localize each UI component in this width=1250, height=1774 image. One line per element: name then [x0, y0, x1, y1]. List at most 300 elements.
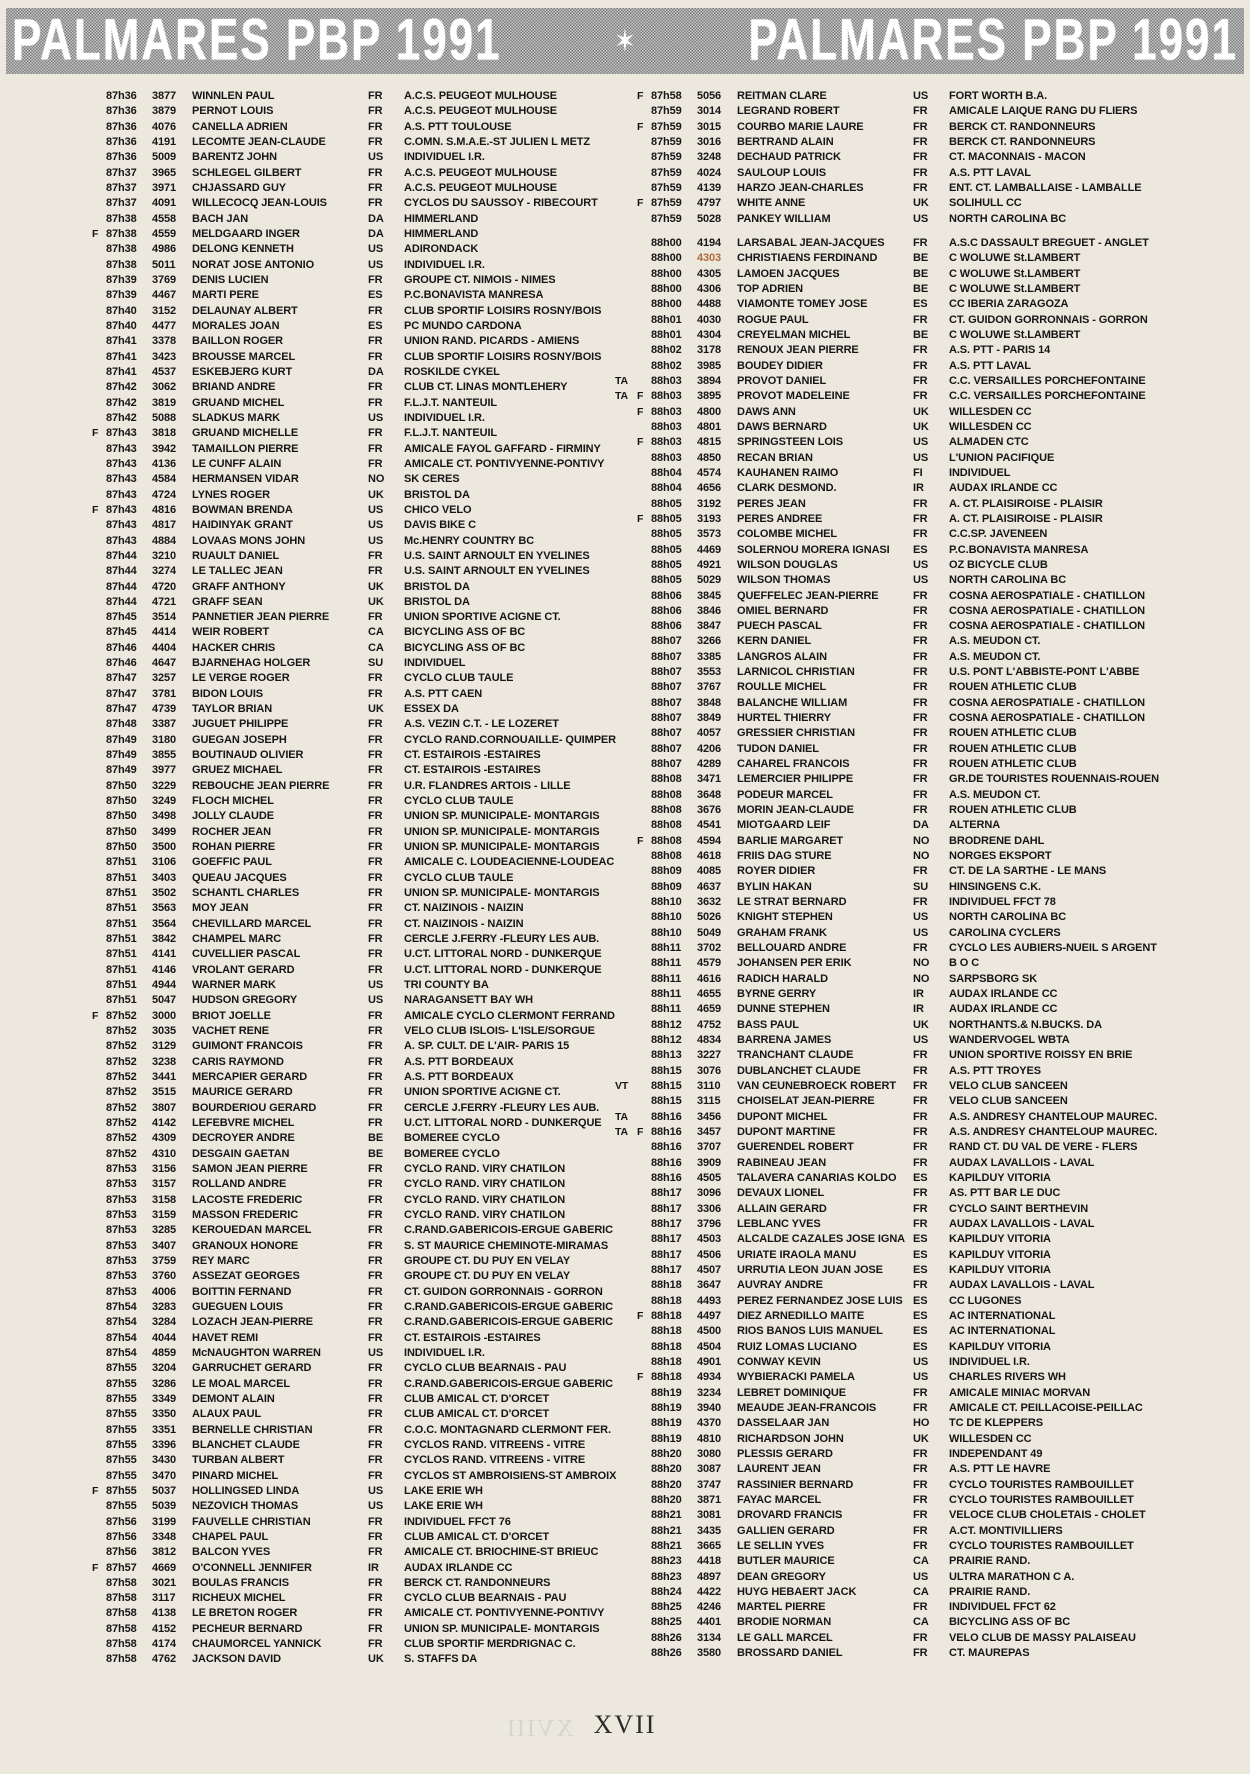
- frame-number: 3965: [152, 166, 177, 179]
- frame-number: 3855: [152, 749, 177, 762]
- rider-name: SPRINGSTEEN LOIS: [737, 436, 843, 449]
- result-row: [70, 197, 626, 212]
- rider-name: RUAULT DANIEL: [192, 549, 280, 562]
- result-row: [70, 1607, 626, 1622]
- rider-name: RADICH HARALD: [737, 972, 828, 985]
- club-name: A.S. PTT LAVAL: [949, 166, 1031, 179]
- result-row: [615, 1065, 1175, 1080]
- finish-time: 87h43: [106, 473, 137, 486]
- frame-number: 4506: [697, 1248, 722, 1261]
- country-code: UK: [368, 595, 384, 608]
- club-name: HIMMERLAND: [404, 227, 479, 240]
- country-code: UK: [913, 1018, 929, 1031]
- club-name: CT. NAIZINOIS - NAIZIN: [404, 917, 524, 930]
- frame-number: 4139: [697, 181, 722, 194]
- finish-time: 87h55: [106, 1454, 137, 1467]
- frame-number: 3632: [697, 896, 722, 909]
- country-code: FR: [913, 359, 928, 372]
- finish-time: 88h05: [651, 512, 682, 525]
- finish-time: 87h59: [651, 166, 682, 179]
- rider-name: VAN CEUNEBROECK ROBERT: [737, 1080, 896, 1092]
- finish-time: 87h52: [106, 1132, 137, 1145]
- frame-number: 3234: [697, 1386, 722, 1399]
- result-row: [615, 973, 1175, 988]
- result-row: [70, 1592, 626, 1607]
- club-name: ULTRA MARATHON C A.: [949, 1570, 1075, 1583]
- frame-number: 3940: [697, 1401, 722, 1414]
- result-row: [70, 596, 626, 611]
- result-row: [615, 559, 1175, 574]
- frame-number: 4655: [697, 988, 722, 1001]
- club-name: COSNA AEROSPATIALE - CHATILLON: [949, 620, 1146, 633]
- rider-name: LEMERCIER PHILIPPE: [737, 773, 854, 786]
- country-code: FR: [913, 589, 928, 602]
- finish-time: 87h58: [106, 1622, 137, 1635]
- rider-name: TAMAILLON PIERRE: [192, 442, 299, 455]
- club-name: U.CT. LITTORAL NORD - DUNKERQUE: [404, 1116, 602, 1129]
- frame-number: 3080: [697, 1447, 722, 1460]
- result-row: [70, 1362, 626, 1377]
- finish-time: 88h21: [651, 1539, 682, 1552]
- country-code: FR: [368, 273, 383, 286]
- frame-number: 4897: [697, 1570, 722, 1583]
- rider-name: MELDGAARD INGER: [192, 227, 300, 240]
- rider-name: FAUVELLE CHRISTIAN: [192, 1515, 311, 1528]
- club-name: A.C.S. PEUGEOT MULHOUSE: [404, 181, 557, 194]
- finish-time: 88h03: [651, 420, 682, 433]
- club-name: AMICALE CT. BRIOCHINE-ST BRIEUC: [404, 1546, 599, 1559]
- country-code: FR: [368, 1055, 383, 1068]
- rider-name: MIOTGAARD LEIF: [737, 819, 831, 832]
- country-code: FR: [368, 350, 383, 363]
- club-name: NORTH CAROLINA BC: [949, 574, 1067, 587]
- rider-name: BERNELLE CHRISTIAN: [192, 1423, 313, 1436]
- club-name: CAROLINA CYCLERS: [949, 926, 1061, 939]
- frame-number: 4986: [152, 243, 177, 256]
- finish-time: 88h00: [651, 267, 682, 280]
- country-code: FR: [368, 856, 383, 869]
- finish-time: 87h59: [651, 135, 682, 148]
- frame-number: 4574: [697, 466, 722, 479]
- club-name: ALMADEN CTC: [949, 436, 1029, 449]
- rider-name: CUVELLIER PASCAL: [192, 948, 301, 961]
- rider-name: NORAT JOSE ANTONIO: [192, 258, 315, 271]
- female-flag: F: [637, 197, 644, 210]
- finish-time: 87h51: [106, 856, 137, 869]
- club-name: U.R. FLANDRES ARTOIS - LILLE: [404, 779, 571, 792]
- frame-number: 5037: [152, 1484, 177, 1497]
- country-code: FR: [368, 1193, 383, 1206]
- club-name: AC INTERNATIONAL: [949, 1325, 1056, 1338]
- club-name: P.C.BONAVISTA MANRESA: [949, 543, 1089, 556]
- result-row: [70, 1117, 626, 1132]
- club-name: CYCLO CLUB TAULE: [404, 871, 514, 884]
- result-row: [615, 896, 1175, 911]
- result-row: [70, 1623, 626, 1638]
- finish-time: 87h55: [106, 1500, 137, 1513]
- country-code: BE: [368, 1132, 384, 1145]
- result-row: [70, 90, 626, 105]
- rider-name: REITMAN CLARE: [737, 90, 827, 102]
- frame-number: 3192: [697, 497, 722, 510]
- frame-number: 3871: [697, 1493, 722, 1506]
- country-code: FR: [368, 917, 383, 930]
- female-flag: F: [637, 1125, 644, 1138]
- country-code: FR: [913, 1478, 928, 1491]
- result-row: [70, 259, 626, 274]
- frame-number: 3702: [697, 942, 722, 955]
- rider-name: LOVAAS MONS JOHN: [192, 534, 306, 547]
- frame-number: 3849: [697, 712, 722, 725]
- rider-name: BRIAND ANDRE: [192, 381, 276, 394]
- finish-time: 88h21: [651, 1524, 682, 1537]
- country-code: DA: [368, 227, 384, 240]
- club-name: BERCK CT. RANDONNEURS: [949, 120, 1096, 133]
- frame-number: 3306: [697, 1202, 722, 1215]
- frame-number: 3115: [697, 1095, 721, 1108]
- result-row: [70, 366, 626, 381]
- club-name: AC INTERNATIONAL: [949, 1309, 1056, 1322]
- finish-time: 88h16: [651, 1156, 682, 1169]
- country-code: IR: [368, 1561, 379, 1574]
- finish-time: 88h25: [651, 1616, 682, 1629]
- tandem-flag: TA: [615, 1125, 629, 1138]
- frame-number: 4762: [152, 1653, 177, 1666]
- frame-number: 3210: [152, 549, 177, 562]
- result-row: [70, 994, 626, 1009]
- country-code: FR: [368, 549, 383, 562]
- result-row: [70, 1102, 626, 1117]
- finish-time: 88h02: [651, 344, 682, 357]
- rider-name: JACKSON DAVID: [192, 1653, 281, 1666]
- country-code: CA: [913, 1616, 929, 1629]
- finish-time: 88h05: [651, 574, 682, 587]
- club-name: A.S. PTT BORDEAUX: [404, 1055, 514, 1068]
- finish-time: 87h38: [106, 258, 137, 271]
- country-code: FR: [368, 427, 383, 440]
- country-code: US: [368, 534, 384, 547]
- result-row: [70, 1408, 626, 1423]
- country-code: FR: [368, 902, 383, 915]
- frame-number: 3286: [152, 1377, 177, 1390]
- result-row: [615, 911, 1175, 926]
- result-row: [615, 635, 1175, 650]
- frame-number: 4469: [697, 543, 722, 556]
- frame-number: 4477: [152, 319, 177, 332]
- frame-number: 3470: [152, 1469, 177, 1482]
- result-row: [70, 167, 626, 182]
- club-name: BRODRENE DAHL: [949, 834, 1045, 847]
- finish-time: 88h03: [651, 405, 682, 418]
- finish-time: 87h50: [106, 779, 137, 792]
- finish-time: 88h02: [651, 359, 682, 372]
- club-name: SK CERES: [404, 473, 460, 486]
- result-row: [615, 881, 1175, 896]
- result-row: [70, 1378, 626, 1393]
- frame-number: 4537: [152, 365, 177, 378]
- club-name: C.RAND.GABERICOIS-ERGUE GABERIC: [404, 1316, 613, 1329]
- finish-time: 87h40: [106, 304, 137, 317]
- finish-time: 87h51: [106, 871, 137, 884]
- finish-time: 88h20: [651, 1478, 682, 1491]
- club-name: C WOLUWE St.LAMBERT: [949, 282, 1081, 295]
- rider-name: BOITTIN FERNAND: [192, 1285, 292, 1298]
- frame-number: 3846: [697, 604, 722, 617]
- result-row: [615, 1126, 1175, 1141]
- frame-number: 4834: [697, 1034, 722, 1047]
- finish-time: 87h53: [106, 1208, 137, 1221]
- result-row: [70, 1209, 626, 1224]
- rider-name: SOLERNOU MORERA IGNASI: [737, 543, 890, 556]
- result-row: [615, 942, 1175, 957]
- frame-number: 4418: [697, 1555, 722, 1568]
- finish-time: 88h06: [651, 604, 682, 617]
- rider-name: PINARD MICHEL: [192, 1469, 279, 1482]
- country-code: FR: [368, 963, 383, 976]
- country-code: FR: [368, 1254, 383, 1267]
- frame-number: 5028: [697, 212, 722, 225]
- result-row: [615, 136, 1175, 151]
- frame-number: 3158: [152, 1193, 177, 1206]
- rider-name: COLOMBE MICHEL: [737, 528, 838, 541]
- country-code: FR: [368, 611, 383, 624]
- rider-name: ESKEBJERG KURT: [192, 365, 293, 378]
- finish-time: 87h55: [106, 1484, 137, 1497]
- frame-number: 5049: [697, 926, 722, 939]
- finish-time: 87h51: [106, 979, 137, 992]
- frame-number: 3971: [152, 181, 177, 194]
- result-row: [615, 1325, 1175, 1340]
- finish-time: 88h20: [651, 1463, 682, 1476]
- finish-time: 87h56: [106, 1515, 137, 1528]
- club-name: AUDAX LAVALLOIS - LAVAL: [949, 1217, 1095, 1230]
- country-code: FR: [368, 1408, 383, 1421]
- club-name: FORT WORTH B.A.: [949, 90, 1048, 102]
- country-code: FR: [913, 497, 928, 510]
- tandem-flag: TA: [615, 390, 629, 403]
- club-name: CC IBERIA ZARAGOZA: [949, 298, 1069, 311]
- frame-number: 3284: [152, 1316, 177, 1329]
- club-name: BICYCLING ASS OF BC: [404, 626, 526, 639]
- country-code: FR: [368, 1530, 383, 1543]
- club-name: A. CT. PLAISIROISE - PLAISIR: [949, 497, 1103, 510]
- club-name: VELO CLUB SANCEEN: [949, 1095, 1068, 1108]
- frame-number: 4797: [697, 197, 722, 210]
- country-code: FR: [368, 1622, 383, 1635]
- country-code: FR: [913, 758, 928, 771]
- frame-number: 4152: [152, 1622, 177, 1635]
- rider-name: GRESSIER CHRISTIAN: [737, 727, 855, 740]
- club-name: AMICALE CYCLO CLERMONT FERRAND: [404, 1009, 615, 1022]
- club-name: CYCLO RAND. VIRY CHATILON: [404, 1208, 566, 1221]
- rider-name: QUEFFELEC JEAN-PIERRE: [737, 589, 879, 602]
- finish-time: 88h18: [651, 1371, 682, 1384]
- frame-number: 3266: [697, 635, 722, 648]
- finish-time: 88h08: [651, 834, 682, 847]
- rider-name: BLANCHET CLAUDE: [192, 1438, 300, 1451]
- club-name: GROUPE CT. DU PUY EN VELAY: [404, 1254, 571, 1267]
- finish-time: 87h47: [106, 672, 137, 685]
- club-name: VELO CLUB DE MASSY PALAISEAU: [949, 1631, 1136, 1644]
- result-row: [70, 1439, 626, 1454]
- halftone-title-banner: [6, 8, 1244, 74]
- country-code: NO: [913, 972, 930, 985]
- result-row: [615, 1616, 1175, 1631]
- result-row: [70, 1286, 626, 1301]
- finish-time: 88h17: [651, 1187, 682, 1200]
- result-row: [70, 1516, 626, 1531]
- tandem-flag: TA: [615, 1110, 629, 1123]
- rider-name: HOLLINGSED LINDA: [192, 1484, 300, 1497]
- rider-name: KNIGHT STEPHEN: [737, 911, 833, 924]
- finish-time: 88h17: [651, 1202, 682, 1215]
- club-name: WILLESDEN CC: [949, 405, 1032, 418]
- finish-time: 87h51: [106, 887, 137, 900]
- rider-name: LE TALLEC JEAN: [192, 565, 283, 578]
- frame-number: 3563: [152, 902, 177, 915]
- rider-name: GRUAND MICHELLE: [192, 427, 299, 440]
- result-row: [615, 513, 1175, 528]
- rider-name: JOLLY CLAUDE: [192, 810, 274, 823]
- frame-number: 4618: [697, 850, 722, 863]
- result-row: [615, 182, 1175, 197]
- rider-name: WHITE ANNE: [737, 197, 806, 210]
- country-code: UK: [368, 488, 384, 501]
- country-code: ES: [913, 1309, 928, 1322]
- result-row: [615, 105, 1175, 120]
- country-code: FR: [368, 733, 383, 746]
- club-name: INDIVIDUEL: [949, 466, 1011, 479]
- finish-time: 87h53: [106, 1285, 137, 1298]
- country-code: ES: [913, 1171, 928, 1184]
- country-code: FR: [913, 313, 928, 326]
- finish-time: 88h23: [651, 1555, 682, 1568]
- rider-name: WILLECOCQ JEAN-LOUIS: [192, 197, 327, 210]
- rider-name: LE MOAL MARCEL: [192, 1377, 291, 1390]
- country-code: US: [913, 1034, 929, 1047]
- rider-name: BARLIE MARGARET: [737, 834, 844, 847]
- club-name: F.L.J.T. NANTEUIL: [404, 396, 498, 409]
- country-code: ES: [913, 1340, 928, 1353]
- country-code: FR: [913, 1493, 928, 1506]
- rider-name: HERMANSEN VIDAR: [192, 473, 299, 486]
- frame-number: 4303: [697, 252, 722, 265]
- rider-name: DELONG KENNETH: [192, 243, 294, 256]
- club-name: GR.DE TOURISTES ROUENNAIS-ROUEN: [949, 773, 1159, 786]
- rider-name: WARNER MARK: [192, 979, 276, 992]
- result-row: [70, 151, 626, 166]
- rider-name: MERCAPIER GERARD: [192, 1071, 308, 1083]
- club-name: UNION SPORTIVE ACIGNE CT.: [404, 1086, 561, 1099]
- frame-number: 3349: [152, 1392, 177, 1405]
- club-name: CLUB SPORTIF MERDRIGNAC C.: [404, 1638, 576, 1651]
- country-code: FR: [368, 687, 383, 700]
- result-row: [615, 213, 1175, 228]
- rider-name: DASSELAAR JAN: [737, 1417, 830, 1430]
- country-code: ES: [913, 543, 928, 556]
- club-name: A.S. PTT TOULOUSE: [404, 120, 512, 133]
- frame-number: 5088: [152, 411, 177, 424]
- club-name: C.C. VERSAILLES PORCHEFONTAINE: [949, 390, 1146, 403]
- club-name: CT. GUIDON GORRONNAIS - GORRON: [949, 313, 1148, 326]
- finish-time: 87h59: [651, 197, 682, 210]
- result-row: [615, 1095, 1175, 1110]
- rider-name: DECHAUD PATRICK: [737, 151, 841, 164]
- finish-time: 88h03: [651, 436, 682, 449]
- club-name: CC LUGONES: [949, 1294, 1022, 1307]
- finish-time: 88h18: [651, 1355, 682, 1368]
- country-code: ES: [913, 1248, 928, 1261]
- finish-time: 87h54: [106, 1300, 137, 1313]
- result-row: [70, 672, 626, 687]
- country-code: IR: [913, 1003, 924, 1016]
- rider-name: HURTEL THIERRY: [737, 712, 831, 725]
- female-flag: F: [637, 834, 644, 847]
- finish-time: 87h45: [106, 611, 137, 624]
- rider-name: REY MARC: [192, 1254, 250, 1267]
- club-name: CYCLO TOURISTES RAMBOUILLET: [949, 1493, 1134, 1506]
- frame-number: 3767: [697, 681, 722, 694]
- finish-time: 87h48: [106, 718, 137, 731]
- frame-number: 4721: [152, 595, 177, 608]
- frame-number: 3387: [152, 718, 177, 731]
- country-code: US: [913, 436, 929, 449]
- finish-time: 88h16: [651, 1171, 682, 1184]
- country-code: FR: [368, 887, 383, 900]
- country-code: FR: [368, 841, 383, 854]
- club-name: AUDAX IRLANDE CC: [404, 1561, 513, 1574]
- country-code: US: [368, 979, 384, 992]
- finish-time: 88h03: [651, 390, 682, 403]
- finish-time: 88h11: [651, 957, 682, 970]
- rider-name: BELLOUARD ANDRE: [737, 942, 847, 955]
- result-row: [615, 1172, 1175, 1187]
- frame-number: 3204: [152, 1362, 177, 1375]
- club-name: CERCLE J.FERRY -FLEURY LES AUB.: [404, 933, 600, 946]
- female-flag: F: [637, 512, 644, 525]
- result-row: [70, 933, 626, 948]
- frame-number: 3081: [697, 1509, 722, 1522]
- result-row: [615, 681, 1175, 696]
- country-code: ES: [913, 298, 928, 311]
- club-name: A.S.C DASSAULT BREGUET - ANGLET: [949, 236, 1149, 249]
- rider-name: RIOS BANOS LUIS MANUEL: [737, 1325, 883, 1338]
- rider-name: DROVARD FRANCIS: [737, 1509, 843, 1522]
- frame-number: 4934: [697, 1371, 722, 1384]
- finish-time: 88h20: [651, 1493, 682, 1506]
- frame-number: 3564: [152, 917, 177, 930]
- finish-time: 88h09: [651, 865, 682, 878]
- female-flag: F: [92, 1009, 99, 1022]
- country-code: FR: [913, 1125, 928, 1138]
- finish-time: 87h42: [106, 396, 137, 409]
- rider-name: BOULAS FRANCIS: [192, 1576, 289, 1589]
- club-name: KAPILDUY VITORIA: [949, 1171, 1051, 1184]
- country-code: FR: [368, 381, 383, 394]
- frame-number: 5011: [152, 258, 176, 271]
- frame-number: 3769: [152, 273, 177, 286]
- frame-number: 3847: [697, 620, 722, 633]
- rider-name: GUIMONT FRANCOIS: [192, 1040, 303, 1053]
- finish-time: 87h59: [651, 212, 682, 225]
- frame-number: 5056: [697, 90, 722, 102]
- club-name: UNION SP. MUNICIPALE- MONTARGIS: [404, 1622, 600, 1635]
- frame-number: 3248: [697, 151, 722, 164]
- country-code: FR: [913, 788, 928, 801]
- club-name: A.CT. MONTIVILLIERS: [949, 1524, 1063, 1537]
- result-row: [70, 412, 626, 427]
- country-code: UK: [368, 703, 384, 716]
